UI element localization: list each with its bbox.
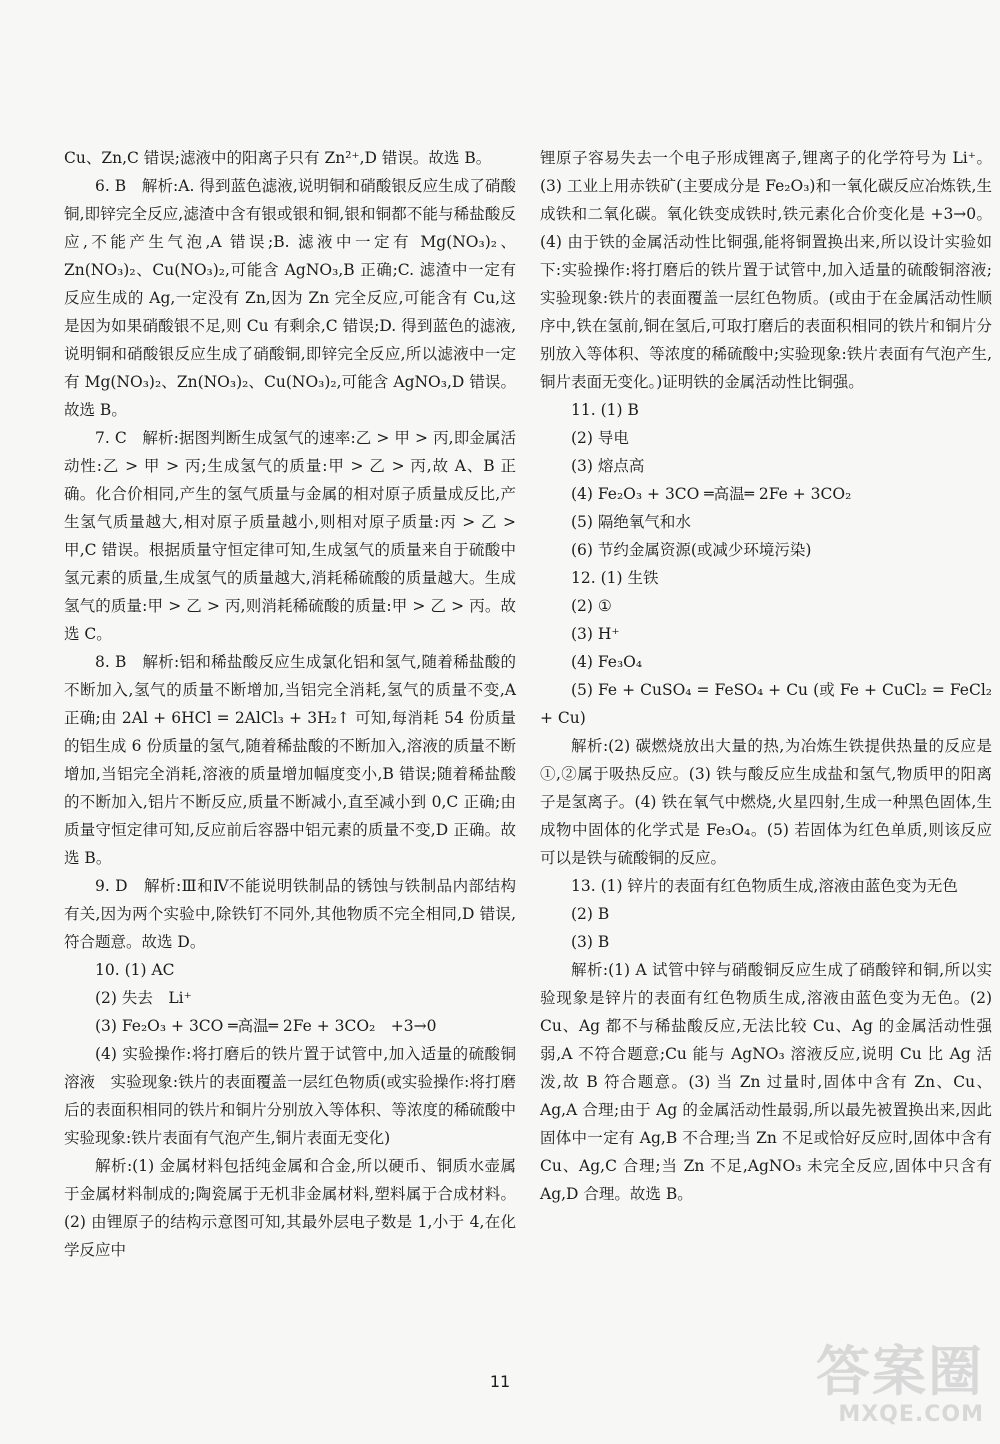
paragraph: 11. (1) B bbox=[571, 401, 639, 419]
paragraph: (3) H⁺ bbox=[571, 625, 620, 643]
paragraph: (3) 熔点高 bbox=[571, 457, 645, 475]
paragraph: 7. C 解析:据图判断生成氢气的速率:乙 > 甲 > 丙,即金属活动性:乙 > 甲 > 丙;生成氢气的质量:甲 > 乙 > 丙,故 A、B 正确。化合价相同,产生的氢气质量与金属的相对原子质量成反比,产生氢气质量越大,相对原子质量越小,则相对原子质量:丙 > 乙 > 甲,C 错误。根据质量守恒定律可知,生成氢气的质量来自于硫酸中氢元素的质量,生成氢气的质量越大,消耗稀硫酸的质量越大。生成氢气的质量:甲 > 乙 > 丙,则消耗稀硫酸的质量:甲 > 乙 > 丙。故选 C。 bbox=[64, 429, 516, 643]
paragraph: (2) ① bbox=[571, 597, 612, 615]
paragraph: Cu、Zn,C 错误;滤液中的阳离子只有 Zn²⁺,D 错误。故选 B。 bbox=[64, 149, 492, 167]
paragraph: (4) 实验操作:将打磨后的铁片置于试管中,加入适量的硫酸铜溶液 实验现象:铁片的表面覆盖一层红色物质(或实验操作:将打磨后的表面积相同的铁片和铜片分别放入等体积、等浓度的稀硫酸中 实验现象:铁片表面有气泡产生,铜片表面无变化) bbox=[64, 1045, 532, 1147]
paragraph: (5) Fe + CuSO₄ = FeSO₄ + Cu (或 Fe + CuCl₂ = FeCl₂ + Cu) bbox=[540, 681, 992, 727]
page-number: 11 bbox=[489, 1372, 511, 1391]
paragraph: 锂原子容易失去一个电子形成锂离子,锂离子的化学符号为 Li⁺。(3) 工业上用赤铁矿(主要成分是 Fe₂O₃)和一氧化碳反应冶炼铁,生成铁和二氧化碳。氧化铁变成铁时,铁元素化合价变化是 +3→0。(4) 由于铁的金属活动性比铜强,能将铜置换出来,所以设计实验如下:实验操作:将打磨后的铁片置于试管中,加入适量的硫酸铜溶液;实验现象:铁片的表面覆盖一层红色物质。(或由于在金属活动性顺序中,铁在氢前,铜在氢后,可取打磨后的表面积相同的铁片和铜片分别放入等体积、等浓度的稀硫酸中;实验现象:铁片表面有气泡产生,铜片表面无变化。)证明铁的金属活动性比铜强。 bbox=[540, 149, 992, 391]
right-column bbox=[540, 144, 992, 1208]
paragraph: (3) Fe₂O₃ + 3CO ═高温═ 2Fe + 3CO₂ +3→0 bbox=[95, 1017, 437, 1035]
paragraph: 8. B 解析:铝和稀盐酸反应生成氯化铝和氢气,随着稀盐酸的不断加入,氢气的质量不断增加,当铝完全消耗,氢气的质量不变,A 正确;由 2Al + 6HCl = 2AlCl₃ + 3H₂↑ 可知,每消耗 54 份质量的铝生成 6 份质量的氢气,随着稀盐酸的不断加入,溶液的质量不断增加,当铝完全消耗,溶液的质量增加幅度变小,B 错误;随着稀盐酸的不断加入,铝片不断反应,质量不断减小,直至减小到 0,C 正确;由质量守恒定律可知,反应前后容器中铝元素的质量不变,D 正确。故选 B。 bbox=[64, 653, 516, 867]
paragraph: (4) Fe₂O₃ + 3CO ═高温═ 2Fe + 3CO₂ bbox=[571, 485, 852, 503]
watermark-logo-text: 答案圈 bbox=[816, 1340, 984, 1403]
paragraph: 12. (1) 生铁 bbox=[571, 569, 659, 587]
paragraph: (3) B bbox=[571, 933, 610, 951]
paragraph: (2) 导电 bbox=[571, 429, 629, 447]
paragraph: 9. D 解析:Ⅲ和Ⅳ不能说明铁制品的锈蚀与铁制品内部结构有关,因为两个实验中,除铁钉不同外,其他物质不完全相同,D 错误,符合题意。故选 D。 bbox=[64, 877, 516, 951]
paragraph: (5) 隔绝氧气和水 bbox=[571, 513, 691, 531]
watermark-logo bbox=[784, 1342, 984, 1432]
paragraph: (2) B bbox=[571, 905, 610, 923]
paragraph: 13. (1) 锌片的表面有红色物质生成,溶液由蓝色变为无色 bbox=[571, 877, 958, 895]
paragraph: (4) Fe₃O₄ bbox=[571, 653, 643, 671]
paragraph: 解析:(1) 金属材料包括纯金属和合金,所以硬币、铜质水壶属于金属材料制成的;陶瓷属于无机非金属材料,塑料属于合成材料。(2) 由锂原子的结构示意图可知,其最外层电子数是 1,小于 4,在化学反应中 bbox=[64, 1157, 516, 1259]
paragraph: 6. B 解析:A. 得到蓝色滤液,说明铜和硝酸银反应生成了硝酸铜,即锌完全反应,滤渣中含有银或银和铜,银和铜都不能与稀盐酸反应,不能产生气泡,A 错误;B. 滤液中一定有 Mg(NO₃)₂、Zn(NO₃)₂、Cu(NO₃)₂,可能含 AgNO₃,B 正确;C. 滤渣中一定有反应生成的 Ag,一定没有 Zn,因为 Zn 完全反应,可能含有 Cu,这是因为如果硝酸银不足,则 Cu 有剩余,C 错误;D. 得到蓝色的滤液,说明铜和硝酸银反应生成了硝酸铜,即锌完全反应,所以滤液中一定有 Mg(NO₃)₂、Zn(NO₃)₂、Cu(NO₃)₂,可能含 AgNO₃,D 错误。故选 B。 bbox=[64, 177, 516, 419]
paragraph: (6) 节约金属资源(或减少环境污染) bbox=[571, 541, 812, 559]
paragraph: 解析:(1) A 试管中锌与硝酸铜反应生成了硝酸锌和铜,所以实验现象是锌片的表面有红色物质生成,溶液由蓝色变为无色。(2) Cu、Ag 都不与稀盐酸反应,无法比较 Cu、Ag 的金属活动性强弱,A 不符合题意;Cu 能与 AgNO₃ 溶液反应,说明 Cu 比 Ag 活泼,故 B 符合题意。(3) 当 Zn 过量时,固体中含有 Zn、Cu、Ag,A 合理;由于 Ag 的金属活动性最弱,所以最先被置换出来,因此固体中一定有 Ag,B 不合理;当 Zn 不足或恰好反应时,固体中含有 Cu、Ag,C 合理;当 Zn 不足,AgNO₃ 未完全反应,固体中只含有 Ag,D 合理。故选 B。 bbox=[540, 961, 992, 1203]
paragraph: (2) 失去 Li⁺ bbox=[95, 989, 192, 1007]
watermark-url: MXQE.COM bbox=[838, 1402, 984, 1427]
left-column bbox=[64, 144, 532, 1264]
paragraph: 解析:(2) 碳燃烧放出大量的热,为冶炼生铁提供热量的反应是①,②属于吸热反应。(3) 铁与酸反应生成盐和氢气,物质甲的阳离子是氢离子。(4) 铁在氧气中燃烧,火星四射,生成一种黑色固体,生成物中固体的化学式是 Fe₃O₄。(5) 若固体为红色单质,则该反应可以是铁与硫酸铜的反应。 bbox=[540, 737, 992, 867]
paragraph: 10. (1) AC bbox=[95, 961, 175, 979]
